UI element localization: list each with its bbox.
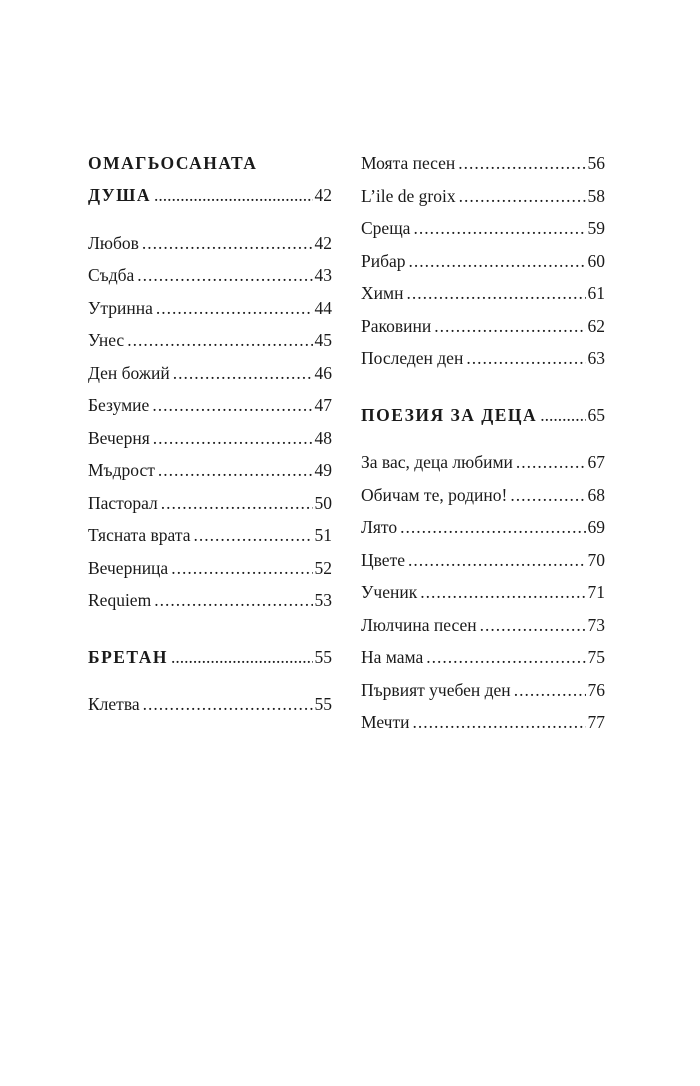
toc-entry <box>88 524 332 557</box>
entry-title: За вас, деца любими <box>361 452 513 472</box>
entry-title: Моята песен <box>361 153 456 173</box>
page-number: 43 <box>314 265 332 285</box>
section-heading-bretan-entry <box>88 646 332 679</box>
page-number: 71 <box>587 582 605 602</box>
entry-title: Съдба <box>88 265 135 285</box>
entry-title: Химн <box>361 283 404 303</box>
dot-leader <box>158 459 313 481</box>
dot-leader <box>480 614 586 636</box>
entry-title: Requiem <box>88 590 152 610</box>
dot-leader <box>143 693 313 715</box>
page-number: 49 <box>314 460 332 480</box>
entry-title: Вечерня <box>88 427 150 448</box>
toc-left-column <box>88 152 332 726</box>
dot-leader <box>161 492 313 514</box>
section-heading-dusha-entry <box>88 184 332 217</box>
entry-title: Раковини <box>361 315 432 336</box>
toc-entry <box>361 646 605 679</box>
page-number: 53 <box>314 590 332 610</box>
entry-title: Клетва <box>88 694 140 714</box>
page-number: 76 <box>587 679 605 700</box>
section1-entry-list <box>88 232 332 622</box>
page-number: 42 <box>314 185 332 205</box>
entry-title: Цвете <box>361 549 405 570</box>
dot-leader <box>137 264 312 286</box>
page-number: 77 <box>587 712 605 732</box>
entry-title: Рибар <box>361 250 406 271</box>
entry-title: Ден божий <box>88 362 170 383</box>
toc-right-column <box>361 152 605 744</box>
entry-title: На мама <box>361 647 424 667</box>
entry-title: L’ile de groix <box>361 185 456 206</box>
page-number: 67 <box>587 452 605 472</box>
toc-entry <box>88 362 332 395</box>
entry-title: Последен ден <box>361 348 464 368</box>
page-number: 63 <box>587 348 605 368</box>
page-number: 60 <box>587 250 605 271</box>
page-number: 52 <box>314 557 332 578</box>
entry-title: Безумие <box>88 395 150 415</box>
toc-entry <box>361 250 605 283</box>
toc-entry <box>361 549 605 582</box>
page-number: 44 <box>314 297 332 318</box>
page-number: 47 <box>314 395 332 415</box>
page-number: 69 <box>587 517 605 537</box>
dot-leader <box>193 524 312 546</box>
toc-entry <box>361 451 605 484</box>
dot-leader <box>156 297 313 319</box>
section-heading-dusha: ДУША <box>88 185 151 205</box>
toc-entry <box>88 459 332 492</box>
dot-leader <box>412 711 585 733</box>
dot-leader <box>152 394 312 416</box>
toc-entry <box>88 394 332 427</box>
toc-entry <box>88 427 332 460</box>
dot-leader <box>171 557 312 579</box>
toc-entry <box>361 516 605 549</box>
toc-entry <box>88 589 332 622</box>
toc-entry <box>361 711 605 744</box>
section3-entry-list <box>361 451 605 744</box>
toc-entry <box>361 347 605 380</box>
dot-leader <box>514 679 586 701</box>
toc-entry <box>361 614 605 647</box>
toc-entry <box>361 315 605 348</box>
toc-entry <box>88 297 332 330</box>
entry-title: Утринна <box>88 297 153 318</box>
page-number: 65 <box>587 404 605 425</box>
toc-entry <box>361 152 605 185</box>
dot-leader <box>173 362 313 384</box>
section-heading-poeziya-entry <box>361 404 605 437</box>
page-number: 56 <box>587 153 605 173</box>
toc-entry <box>88 492 332 525</box>
page-number: 62 <box>587 315 605 336</box>
page-number: 58 <box>587 185 605 206</box>
dot-leader <box>154 589 312 611</box>
page-number: 68 <box>587 484 605 505</box>
dot-leader <box>408 549 586 571</box>
entry-title: Мечти <box>361 712 410 732</box>
toc-entry <box>361 581 605 614</box>
page-number: 55 <box>314 646 332 667</box>
page-number: 73 <box>587 614 605 635</box>
section-heading-omagyosanata: ОМАГЬОСАНАТА <box>88 153 258 173</box>
dot-leader <box>154 184 313 206</box>
entry-title: Вечерница <box>88 557 169 578</box>
page-number: 75 <box>587 647 605 667</box>
entry-title: Пасторал <box>88 492 158 513</box>
entry-title: Тясната врата <box>88 525 191 545</box>
dot-leader <box>466 347 585 369</box>
entry-title: Обичам те, родино! <box>361 484 508 505</box>
dot-leader <box>409 250 586 272</box>
page-number: 51 <box>314 525 332 545</box>
entry-title: Мъдрост <box>88 460 155 480</box>
section2-entry-list <box>88 693 332 726</box>
dot-leader <box>516 451 586 473</box>
page-number: 61 <box>587 283 605 303</box>
entry-title: Унес <box>88 330 125 350</box>
entry-title: Лято <box>361 517 398 537</box>
toc-entry <box>88 693 332 726</box>
section-heading-bretan: БРЕТАН <box>88 646 168 667</box>
dot-leader <box>510 484 585 506</box>
dot-leader <box>142 232 313 254</box>
toc-entry <box>88 557 332 590</box>
entry-title: Първият учебен ден <box>361 679 511 700</box>
dot-leader <box>459 185 586 207</box>
toc-entry <box>88 232 332 265</box>
page-number: 42 <box>314 232 332 253</box>
dot-leader <box>540 404 585 426</box>
dot-leader <box>400 516 585 538</box>
dot-leader <box>127 329 312 351</box>
right-top-entry-list <box>361 152 605 380</box>
toc-entry <box>361 217 605 250</box>
section-heading-poeziya-za-detsa: ПОЕЗИЯ ЗА ДЕЦА <box>361 404 538 425</box>
page-number: 45 <box>314 330 332 350</box>
page-number: 55 <box>314 694 332 714</box>
page-number: 48 <box>314 427 332 448</box>
toc-entry <box>361 679 605 712</box>
dot-leader <box>413 217 585 239</box>
page-number: 50 <box>314 492 332 513</box>
dot-leader <box>406 282 585 304</box>
toc-entry <box>361 484 605 517</box>
entry-title: Люлчина песен <box>361 614 477 635</box>
page-number: 46 <box>314 362 332 383</box>
dot-leader <box>434 315 585 337</box>
dot-leader <box>426 646 585 668</box>
toc-entry <box>361 185 605 218</box>
toc-entry <box>88 329 332 362</box>
toc-entry <box>88 264 332 297</box>
dot-leader <box>171 646 313 668</box>
page-number: 70 <box>587 549 605 570</box>
entry-title: Любов <box>88 232 139 253</box>
toc-entry <box>361 282 605 315</box>
entry-title: Ученик <box>361 582 418 602</box>
page-number: 59 <box>587 218 605 238</box>
dot-leader <box>153 427 313 449</box>
entry-title: Среща <box>361 218 411 238</box>
dot-leader <box>458 152 585 174</box>
dot-leader <box>420 581 585 603</box>
